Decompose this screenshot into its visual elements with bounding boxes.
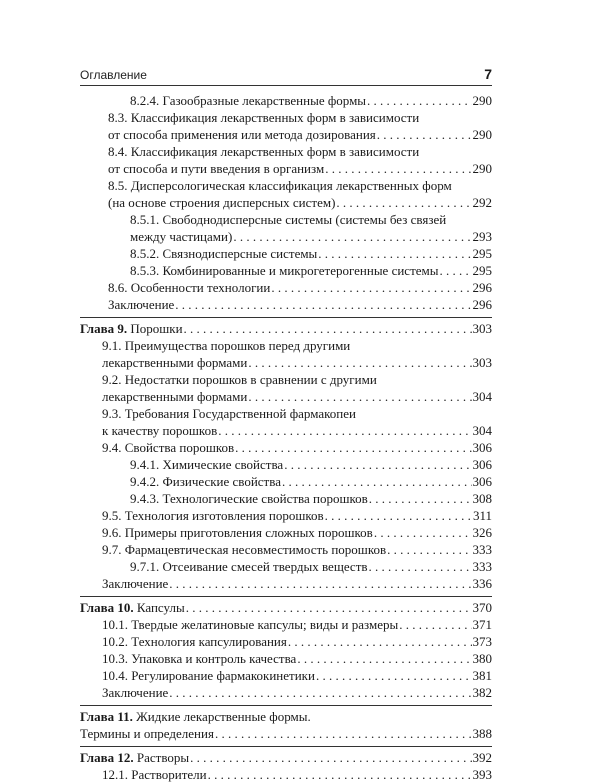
toc-entry[interactable] xyxy=(80,633,492,650)
toc-entry-title: между частицами) xyxy=(130,229,233,244)
toc-entry-page: 370 xyxy=(472,600,492,615)
chapter-title: Порошки xyxy=(130,321,183,336)
chapter-label: Глава 11. xyxy=(80,709,133,724)
toc-entry[interactable] xyxy=(80,160,492,177)
dot-leader xyxy=(184,320,472,337)
dot-leader xyxy=(175,296,471,313)
dot-leader xyxy=(215,725,472,742)
toc-entry[interactable] xyxy=(80,456,492,473)
dot-leader xyxy=(367,92,471,109)
toc-entry-title: 12.1. Растворители xyxy=(102,767,207,782)
header-rule xyxy=(80,85,492,86)
dot-leader xyxy=(190,749,471,766)
toc-entry[interactable] xyxy=(80,650,492,667)
toc-entry-page: 295 xyxy=(472,246,492,261)
toc-entry-page: 295 xyxy=(472,263,492,278)
toc-entry-first-line[interactable]: 9.1. Преимущества порошков перед другими xyxy=(102,338,351,353)
toc-entry-title: Заключение xyxy=(102,576,169,591)
toc-entry-title: 9.6. Примеры приготовления сложных порошков xyxy=(102,525,373,540)
toc-entry-page: 336 xyxy=(472,576,492,591)
toc-entry-title: 10.4. Регулирование фармакокинетики xyxy=(102,668,315,683)
toc-entry-page: 306 xyxy=(472,474,492,489)
toc-entry[interactable] xyxy=(80,684,492,701)
toc-entry-title: 9.7. Фармацевтическая несовместимость порошков xyxy=(102,542,387,557)
toc-entry[interactable] xyxy=(80,507,492,524)
toc-entry-title: 10.2. Технология капсулирования xyxy=(102,634,287,649)
toc-entry[interactable] xyxy=(80,354,492,371)
toc-entry[interactable] xyxy=(80,422,492,439)
toc-entry-page: 306 xyxy=(472,457,492,472)
toc-entry[interactable] xyxy=(80,667,492,684)
toc-entry-title: 9.4. Свойства порошков xyxy=(102,440,235,455)
toc-chapter-heading xyxy=(80,599,185,616)
toc-entry-page: 293 xyxy=(472,229,492,244)
toc-entry-page: 292 xyxy=(472,195,492,210)
toc-entry-page: 306 xyxy=(472,440,492,455)
toc-entry-page: 303 xyxy=(472,355,492,370)
toc-entry[interactable] xyxy=(80,616,492,633)
chapter-10-block xyxy=(80,596,492,701)
toc-entry-title: Термины и определения xyxy=(80,726,214,741)
dot-leader xyxy=(235,439,471,456)
toc-entry-page: 382 xyxy=(472,685,492,700)
dot-leader xyxy=(369,558,472,575)
toc-entry-page: 333 xyxy=(472,559,492,574)
chapter-label: Глава 9. xyxy=(80,321,128,336)
toc-entry-title: 9.4.3. Технологические свойства порошков xyxy=(130,491,368,506)
toc-entry[interactable] xyxy=(80,279,492,296)
toc-entry[interactable] xyxy=(80,194,492,211)
dot-leader xyxy=(318,245,471,262)
dot-leader xyxy=(297,650,471,667)
dot-leader xyxy=(374,524,472,541)
toc-entry-page: 388 xyxy=(472,726,492,741)
toc-entry-title: от способа применения или метода дозирования xyxy=(108,127,376,142)
toc-entry-first-line[interactable]: 9.3. Требования Государственной фармакопеи xyxy=(102,406,356,421)
chapter-title: Жидкие лекарственные формы. xyxy=(136,709,311,724)
dot-leader xyxy=(387,541,471,558)
toc-entry[interactable] xyxy=(80,473,492,490)
toc-entry[interactable] xyxy=(80,296,492,313)
toc-entry-page: 290 xyxy=(472,161,492,176)
toc-entry[interactable] xyxy=(80,541,492,558)
toc-entry-first-line[interactable]: 8.5. Дисперсологическая классификация лекарственных форм xyxy=(108,178,452,193)
toc-entry-page: 311 xyxy=(472,508,492,523)
toc-entry[interactable] xyxy=(80,228,492,245)
toc-entry-page: 303 xyxy=(472,321,492,336)
chapter-title: Капсулы xyxy=(136,600,185,615)
toc-entry-page: 304 xyxy=(472,389,492,404)
dot-leader xyxy=(271,279,471,296)
dot-leader xyxy=(336,194,471,211)
toc-entry-first-line[interactable]: 8.3. Классификация лекарственных форм в зависимости xyxy=(108,110,420,125)
chapter-title: Растворы xyxy=(136,750,190,765)
toc-entry-title: 9.5. Технология изготовления порошков xyxy=(102,508,324,523)
toc-entry[interactable] xyxy=(80,388,492,405)
toc-entry-page: 290 xyxy=(472,127,492,142)
toc-entry[interactable] xyxy=(80,490,492,507)
dot-leader xyxy=(316,667,472,684)
dot-leader xyxy=(248,388,471,405)
toc-entry[interactable] xyxy=(80,524,492,541)
toc-chapter-entry[interactable] xyxy=(80,749,492,766)
toc-entry-page: 373 xyxy=(472,634,492,649)
toc-entry-page: 296 xyxy=(472,297,492,312)
dot-leader xyxy=(440,262,472,279)
toc-entry-title: к качеству порошков xyxy=(102,423,218,438)
toc-entry-page: 371 xyxy=(472,617,492,632)
toc-entry-page: 393 xyxy=(472,767,492,782)
toc-entry-title: 10.1. Твердые желатиновые капсулы; виды и размеры xyxy=(102,617,399,632)
chapter-label: Глава 10. xyxy=(80,600,134,615)
dot-leader xyxy=(218,422,471,439)
toc-entry-title: 8.6. Особенности технологии xyxy=(108,280,271,295)
toc-entry-title: 9.7.1. Отсеивание смесей твердых веществ xyxy=(130,559,368,574)
dot-leader xyxy=(186,599,472,616)
dot-leader xyxy=(208,766,472,783)
toc-entry-title: (на основе строения дисперсных систем) xyxy=(108,195,336,210)
toc-entry[interactable] xyxy=(80,262,492,279)
dot-leader xyxy=(284,456,471,473)
toc-entry-title: 8.5.2. Связнодисперсные системы xyxy=(130,246,318,261)
toc-entry-first-line[interactable]: 8.5.1. Свободнодисперсные системы (системы без связей xyxy=(130,212,447,227)
toc-entry-title: лекарственными формами xyxy=(102,355,248,370)
toc-chapter-entry[interactable] xyxy=(80,599,492,616)
toc-entry[interactable] xyxy=(80,92,492,109)
dot-leader xyxy=(369,490,472,507)
toc-chapter-first-line[interactable] xyxy=(80,708,492,725)
toc-entry-title: 9.4.2. Физические свойства xyxy=(130,474,281,489)
toc-entry-page: 296 xyxy=(472,280,492,295)
toc-entry[interactable] xyxy=(80,245,492,262)
toc-entry[interactable] xyxy=(80,766,492,783)
toc-entry-title: Заключение xyxy=(102,685,169,700)
dot-leader xyxy=(325,160,471,177)
dot-leader xyxy=(169,575,471,592)
toc-entry-page: 304 xyxy=(472,423,492,438)
toc-entry-title: от способа и пути введения в организм xyxy=(108,161,325,176)
toc-entry[interactable] xyxy=(80,439,492,456)
toc-entry-title: 9.4.1. Химические свойства xyxy=(130,457,284,472)
toc-entry-page: 290 xyxy=(472,93,492,108)
page-number: 7 xyxy=(484,66,492,82)
chapter-12-block xyxy=(80,746,492,783)
toc-entry-title: лекарственными формами xyxy=(102,389,248,404)
toc-entry-first-line[interactable]: 8.4. Классификация лекарственных форм в зависимости xyxy=(108,144,420,159)
toc-entry-page: 392 xyxy=(472,750,492,765)
toc-chapter-entry[interactable] xyxy=(80,320,492,337)
toc-chapter-heading xyxy=(80,320,183,337)
page-header xyxy=(80,66,492,82)
toc-entry-title: 10.3. Упаковка и контроль качества xyxy=(102,651,297,666)
dot-leader xyxy=(399,616,471,633)
toc-entry-page: 308 xyxy=(472,491,492,506)
toc-entry[interactable] xyxy=(80,575,492,592)
toc-entry-page: 381 xyxy=(472,668,492,683)
running-head: Оглавление xyxy=(80,68,147,82)
toc-entry-first-line[interactable]: 9.2. Недостатки порошков в сравнении с другими xyxy=(102,372,377,387)
toc-entry-title: 8.2.4. Газообразные лекарственные формы xyxy=(130,93,367,108)
dot-leader xyxy=(325,507,472,524)
chapter-9-block xyxy=(80,317,492,592)
dot-leader xyxy=(169,684,471,701)
chapter-11-block xyxy=(80,705,492,742)
dot-leader xyxy=(282,473,472,490)
chapter-label: Глава 12. xyxy=(80,750,134,765)
toc-entry-page: 380 xyxy=(472,651,492,666)
toc-chapter-heading xyxy=(80,749,189,766)
toc-chapter-entry[interactable] xyxy=(80,725,492,742)
dot-leader xyxy=(248,354,471,371)
toc-entry[interactable] xyxy=(80,558,492,575)
toc-entry-title: Заключение xyxy=(108,297,175,312)
dot-leader xyxy=(288,633,472,650)
toc-entry[interactable] xyxy=(80,126,492,143)
toc-entry-page: 333 xyxy=(472,542,492,557)
toc-entry-title: 8.5.3. Комбинированные и микрогетерогенные системы xyxy=(130,263,439,278)
dot-leader xyxy=(233,228,471,245)
toc-entry-page: 326 xyxy=(472,525,492,540)
dot-leader xyxy=(377,126,472,143)
table-of-contents xyxy=(80,92,492,783)
